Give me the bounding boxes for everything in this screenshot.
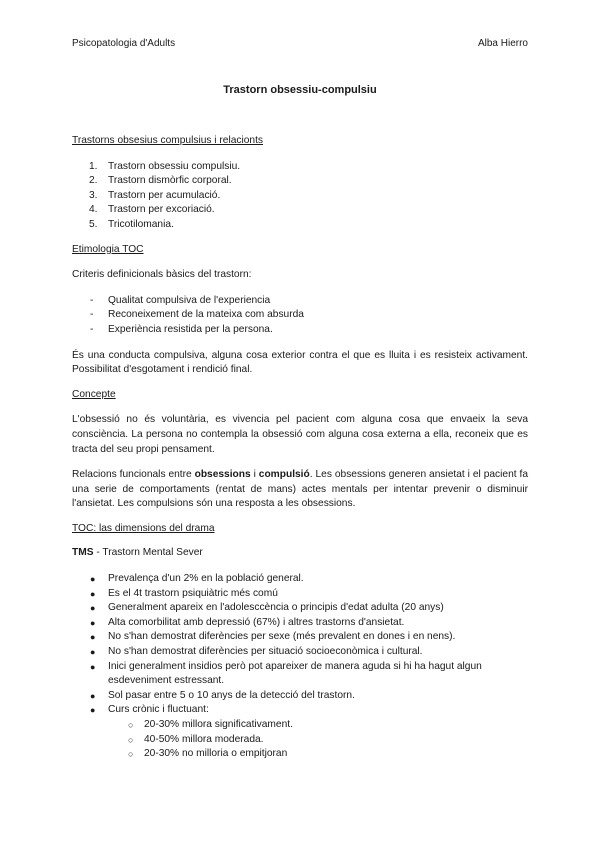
list-item: ○ 20-30% no milloria o empitjoran xyxy=(128,748,288,760)
list-item: ● Curs crònic i fluctuant: xyxy=(90,704,209,716)
section-heading-related: Trastorns obsesius compulsius i relacionts xyxy=(72,135,263,146)
list-item: 5. Tricotilomania. xyxy=(89,218,174,230)
list-item: ● Inici generalment insidios però pot apareixer de manera aguda si hi ha hagut algun esdeveniment estressant. xyxy=(90,660,482,687)
document-body xyxy=(72,134,528,762)
list-item: 3. Trastorn per acumulació. xyxy=(89,189,221,201)
list-item: ○ 20-30% millora significativament. xyxy=(128,719,293,730)
header-course: Psicopatologia d'Adults xyxy=(72,38,176,49)
list-item: 2. Trastorn dismòrfic corporal. xyxy=(89,175,232,187)
list-item: - Qualitat compulsiva de l'experiencia xyxy=(90,294,271,306)
bullet-list xyxy=(72,572,528,718)
paragraph: L'obsessió no és voluntària, es vivencia pel pacient com alguna cosa que envaeix la seva consciència. La persona no contempla la obsessió com alguna cosa externa a ella, reconeix que es tracta del seu propi pensament. xyxy=(72,414,528,455)
section-heading-concept: Concepte xyxy=(72,388,116,400)
numbered-list xyxy=(72,160,528,233)
list-item: 4. Trastorn per excoriació. xyxy=(89,204,215,216)
dash-list xyxy=(72,294,528,338)
list-item: ● Es el 4t trastorn psiquiàtric més comú xyxy=(90,587,278,599)
header-author: Alba Hierro xyxy=(477,38,528,49)
tms-line: TMS - Trastorn Mental Sever xyxy=(72,547,203,559)
list-item: ● Generalment apareix en l'adolesccència o principis d'edat adulta (20 anys) xyxy=(90,602,444,614)
paragraph: És una conducta compulsiva, alguna cosa exterior contra el que es lluita i es resisteix activament. Possibilitat d'esgotament i rendició final. xyxy=(72,349,528,376)
list-item: 1. Trastorn obsessiu compulsiu. xyxy=(89,160,241,172)
list-item: ● No s'han demostrat diferències per sexe (més prevalent en dones i en nens). xyxy=(90,631,456,643)
sub-bullet-list xyxy=(72,718,528,762)
list-item: - Experiència resistida per la persona. xyxy=(90,323,273,335)
page-title: Trastorn obsessiu-compulsiu xyxy=(223,84,377,96)
section-heading-dimensions: TOC: las dimensions del drama xyxy=(72,522,215,534)
list-item: ● Sol pasar entre 5 o 10 anys de la detecció del trastorn. xyxy=(90,689,355,701)
section-heading-etymology: Etimologia TOC xyxy=(72,243,144,255)
list-item: ● No s'han demostrat diferències per situació socioeconòmica i cultural. xyxy=(90,646,423,658)
list-item: ○ 40-50% millora moderada. xyxy=(128,733,264,745)
list-item: - Reconeixement de la mateixa com absurda xyxy=(90,309,304,321)
criteria-intro: Criteris definicionals bàsics del trastorn: xyxy=(72,269,252,281)
list-item: ● Prevalença d'un 2% en la població general. xyxy=(90,573,304,585)
paragraph: Relacions funcionals entre obsessions i compulsió. Les obsessions generen ansietat i el pacient fa una serie de comportaments (rentat de mans) actes mentals per intentar prevenir o disminuir l'ansietat. Les compulsions són una resposta a les obsessions. xyxy=(72,469,528,510)
list-item: ● Alta comorbilitat amb depressió (67%) i altres trastorns d'ansietat. xyxy=(90,616,405,628)
